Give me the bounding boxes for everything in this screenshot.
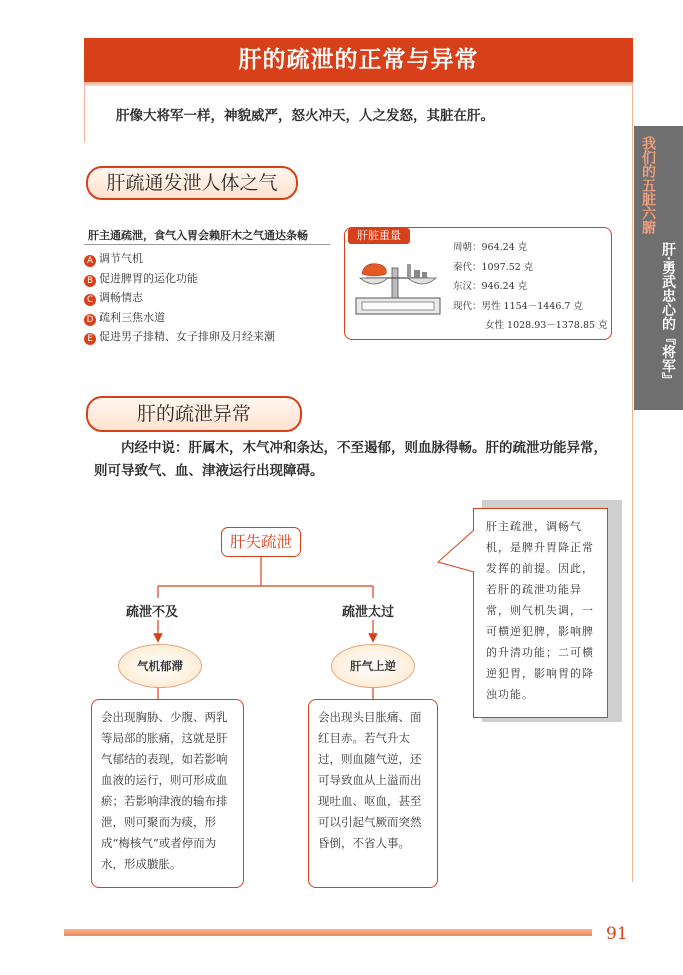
branch-label-right: 疏泄太过 — [342, 605, 395, 620]
functions-title: 肝主通疏泄，食气入胃会赖肝木之气通达条畅 — [88, 229, 308, 242]
weight-tag: 肝脏重量 — [348, 228, 410, 244]
result-oval-right: 肝气上逆 — [331, 644, 415, 688]
weight-line: 现代：男性 1154－1446.7 克 — [453, 300, 583, 312]
list-item-text: 疏利三焦水道 — [99, 310, 165, 324]
list-item-text: 调节气机 — [99, 252, 143, 265]
weight-line: 女性 1028.93－1378.85 克 — [485, 320, 608, 332]
description-box-right: 会出现头目胀痛、面红目赤。若气升太过，则血随气逆，还可导致血从上溢而出现吐血、呕血，甚至可以引起气厥而突然昏倒，不省人事。 — [308, 699, 438, 888]
section-heading: 肝的疏泄异常 — [86, 396, 302, 432]
list-item-text: 调畅情志 — [99, 291, 143, 304]
weight-line: 周朝：964.24 克 — [453, 242, 528, 253]
letter-badge: E — [84, 333, 96, 345]
letter-badge: B — [84, 275, 96, 287]
letter-badge: D — [84, 314, 96, 326]
callout-bubble: 肝主疏泄，调畅气机，是脾升胃降正常发挥的前提。因此，若肝的疏泄功能异常，则气机失调，一可横逆犯脾，影响脾的升清功能；二可横逆犯胃，影响胃的降浊功能。 — [473, 508, 608, 718]
weight-line: 东汉：946.24 克 — [453, 281, 528, 293]
page-number: 91 — [606, 924, 628, 944]
letter-badge: A — [84, 255, 96, 267]
chapter-title: 我们的五脏六腑 — [640, 136, 656, 234]
section-paragraph: 内经中说：肝属木，木气冲和条达，不至遏郁，则血脉得畅。肝的疏泄功能异常，则可导致气、血、津液运行出现障碍。 — [94, 440, 607, 479]
weight-line: 秦代：1097.52 克 — [453, 261, 534, 273]
list-item-text: 促进脾胃的运化功能 — [99, 271, 198, 285]
diagram-root: 肝失疏泄 — [221, 527, 301, 557]
branch-label-left: 疏泄不及 — [126, 605, 179, 620]
footer-bar — [64, 929, 592, 936]
list-item-text: 促进男子排精、女子排卵及月经来潮 — [99, 330, 275, 343]
page-title: 肝的疏泄的正常与异常 — [238, 46, 479, 73]
letter-badge: C — [84, 294, 96, 306]
callout-pointer — [436, 528, 476, 578]
intro-text: 肝像大将军一样，神貌威严，怒火冲天，人之发怒，其脏在肝。 — [116, 108, 494, 124]
description-box-left: 会出现胸胁、少腹、两乳等局部的胀痛，这就是肝气郁结的表现，如若影响血液的运行，则可形成血瘀；若影响津液的输布排泄，则可聚而为痰，形成“梅核气”或者停而为水，形成臌胀。 — [91, 699, 244, 888]
section-heading: 肝疏通发泄人体之气 — [86, 166, 298, 200]
result-oval-left: 气机郁滞 — [118, 644, 202, 688]
section-title: 肝·勇武忠心的『将军』 — [660, 242, 676, 387]
